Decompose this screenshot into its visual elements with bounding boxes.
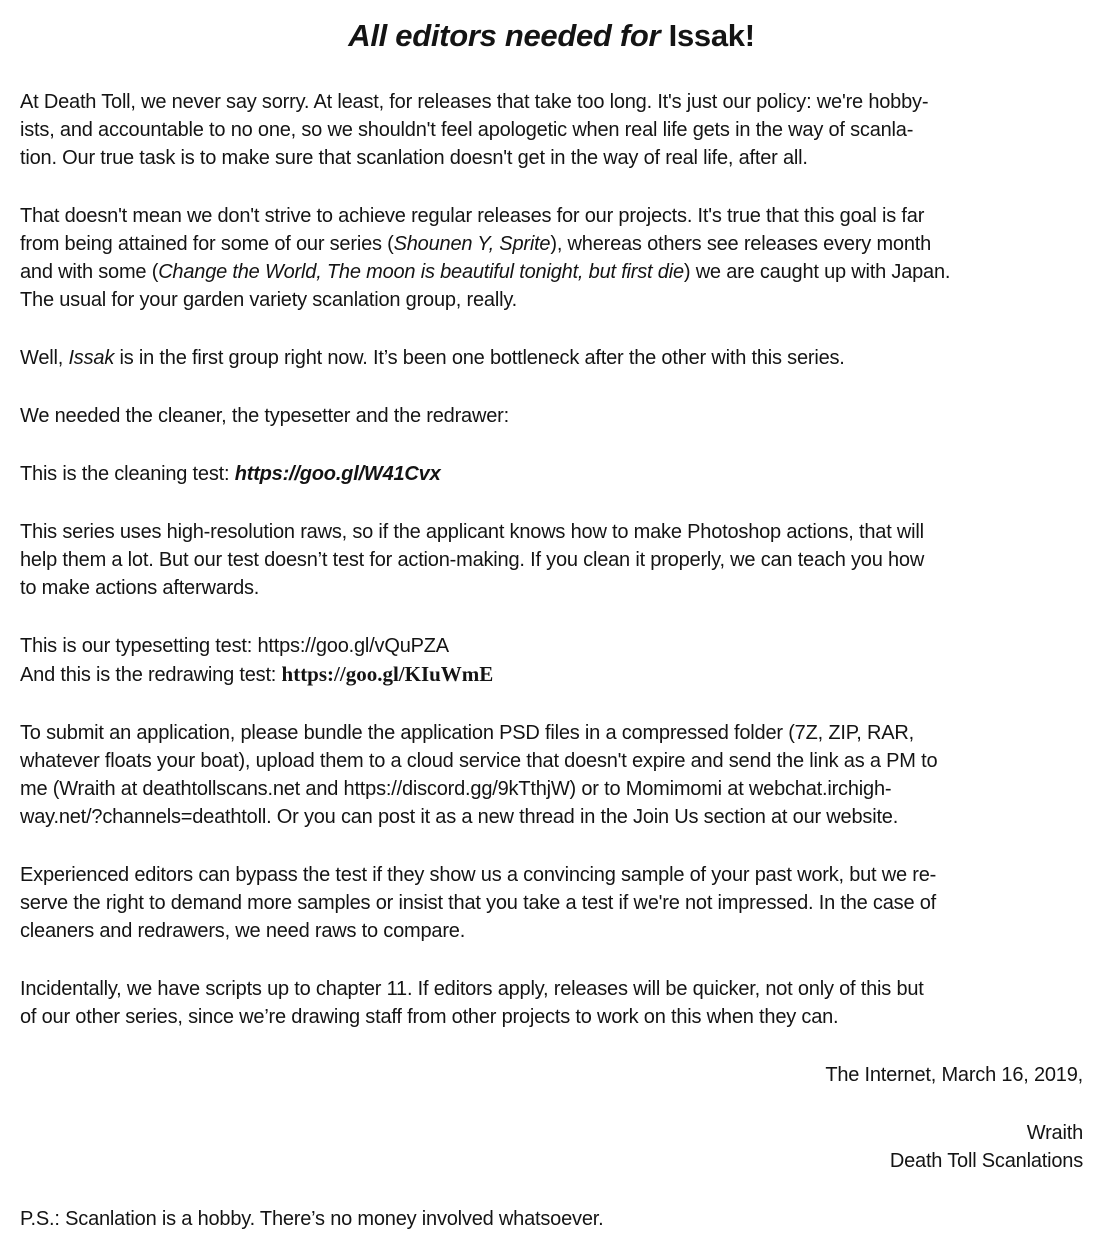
page-title: [20, 16, 1083, 56]
discord-url: https://discord.gg/9kTthjW: [343, 778, 570, 800]
redrawing-test-url: https://goo.gl/KIuWmE: [281, 662, 494, 686]
text-run: To submit an application, please bundle the application PSD files in a compressed folder (7Z, ZIP, RAR,: [20, 722, 914, 744]
text-line: [20, 518, 1083, 546]
text-run: ) or to Momimomi at webchat.irchigh-: [569, 778, 892, 800]
text-line: [20, 258, 1083, 286]
text-run: P.S.: Scanlation is a hobby. There’s no money involved whatsoever.: [20, 1208, 604, 1230]
text-run: to make actions afterwards.: [20, 577, 260, 599]
text-line: [20, 775, 1083, 803]
roles-needed-paragraph: [20, 402, 1083, 430]
text-run: is in the first group right now. It’s been one bottleneck after the other with this series.: [114, 347, 845, 369]
text-line: [20, 286, 1083, 314]
scripts-note-paragraph: [20, 975, 1083, 1031]
text-run: We needed the cleaner, the typesetter and the redrawer:: [20, 405, 509, 427]
text-run: from being attained for some of our series (: [20, 233, 394, 255]
releases-paragraph: [20, 202, 1083, 314]
text-run: help them a lot. But our test doesn’t test for action-making. If you clean it properly, we can teach you how: [20, 549, 925, 571]
text-line: [20, 460, 1083, 488]
text-line: [20, 574, 1083, 602]
submission-instructions-paragraph: [20, 719, 1083, 831]
text-line: [20, 747, 1083, 775]
text-line: [20, 402, 1083, 430]
typesetting-redrawing-tests-paragraph: [20, 632, 1083, 689]
text-run: ), whereas others see releases every month: [550, 233, 932, 255]
text-run: This series uses high-resolution raws, so if the applicant knows how to make Photoshop actions, that will: [20, 521, 924, 543]
date-line: [20, 1061, 1083, 1089]
text-run: ) we are caught up with Japan.: [683, 261, 951, 283]
text-run: of our other series, since we’re drawing staff from other projects to work on this when they can.: [20, 1006, 839, 1028]
text-run: This is the cleaning test:: [20, 463, 235, 485]
text-run: Experienced editors can bypass the test if they show us a convincing sample of your past work, but we re-: [20, 864, 937, 886]
text-line: [20, 230, 1083, 258]
text-run: The Internet, March 16, 2019,: [825, 1064, 1083, 1086]
text-line: [20, 1147, 1083, 1175]
text-line: [20, 1205, 1083, 1233]
typesetting-test-url: https://goo.gl/vQuPZA: [257, 635, 449, 657]
text-line: [20, 344, 1083, 372]
text-run: Well,: [20, 347, 69, 369]
text-line: [20, 88, 1083, 116]
text-line: [20, 861, 1083, 889]
experienced-editors-paragraph: [20, 861, 1083, 945]
text-line: [20, 202, 1083, 230]
page-title-italic-part: All editors needed for: [348, 18, 661, 53]
signature-block: [20, 1119, 1083, 1175]
text-line: [20, 660, 1083, 689]
text-run: Incidentally, we have scripts up to chapter 11. If editors apply, releases will be quicker, not only of this but: [20, 978, 924, 1000]
text-run: Issak: [68, 347, 115, 369]
text-run: whatever floats your boat), upload them to a cloud service that doesn't expire and send the link as a PM to: [20, 750, 938, 772]
intro-paragraph: [20, 88, 1083, 172]
text-run: me (Wraith at deathtollscans.net and: [20, 778, 344, 800]
document-body: [20, 88, 1083, 1233]
text-line: [20, 144, 1083, 172]
text-run: way.net/?channels=deathtoll. Or you can post it as a new thread in the Join Us section at our website.: [20, 806, 899, 828]
text-line: [20, 546, 1083, 574]
text-line: [20, 975, 1083, 1003]
text-run: Shounen Y, Sprite: [393, 233, 551, 255]
page-title-plain-part: Issak!: [660, 18, 755, 53]
text-run: cleaners and redrawers, we need raws to compare.: [20, 920, 466, 942]
text-run: Death Toll Scanlations: [889, 1150, 1083, 1172]
text-line: [20, 719, 1083, 747]
cleaning-test-url: https://goo.gl/W41Cvx: [234, 463, 441, 485]
text-run: serve the right to demand more samples or insist that you take a test if we're not impressed. In the case of: [20, 892, 937, 914]
text-line: [20, 803, 1083, 831]
cleaning-advice-paragraph: [20, 518, 1083, 602]
text-line: [20, 917, 1083, 945]
text-run: The usual for your garden variety scanlation group, really.: [20, 289, 517, 311]
text-run: And this is the redrawing test:: [20, 664, 282, 686]
text-run: That doesn't mean we don't strive to achieve regular releases for our projects. It's true that this goal is far: [20, 205, 925, 227]
text-run: This is our typesetting test:: [20, 635, 258, 657]
text-run: tion. Our true task is to make sure that scanlation doesn't get in the way of real life, after all.: [20, 147, 808, 169]
text-line: [20, 1119, 1083, 1147]
text-run: Change the World, The moon is beautiful tonight, but first die: [158, 261, 684, 283]
text-line: [20, 632, 1083, 660]
text-line: [20, 889, 1083, 917]
cleaning-test-paragraph: [20, 460, 1083, 488]
text-run: Wraith: [1026, 1122, 1083, 1144]
text-line: [20, 1003, 1083, 1031]
text-line: [20, 116, 1083, 144]
postscript: [20, 1205, 1083, 1233]
text-run: and with some (: [20, 261, 159, 283]
text-run: At Death Toll, we never say sorry. At least, for releases that take too long. It's just our policy: we're hobby-: [20, 91, 929, 113]
text-line: [20, 1061, 1083, 1089]
text-run: ists, and accountable to no one, so we shouldn't feel apologetic when real life gets in the way of scanla-: [20, 119, 914, 141]
issak-status-paragraph: [20, 344, 1083, 372]
